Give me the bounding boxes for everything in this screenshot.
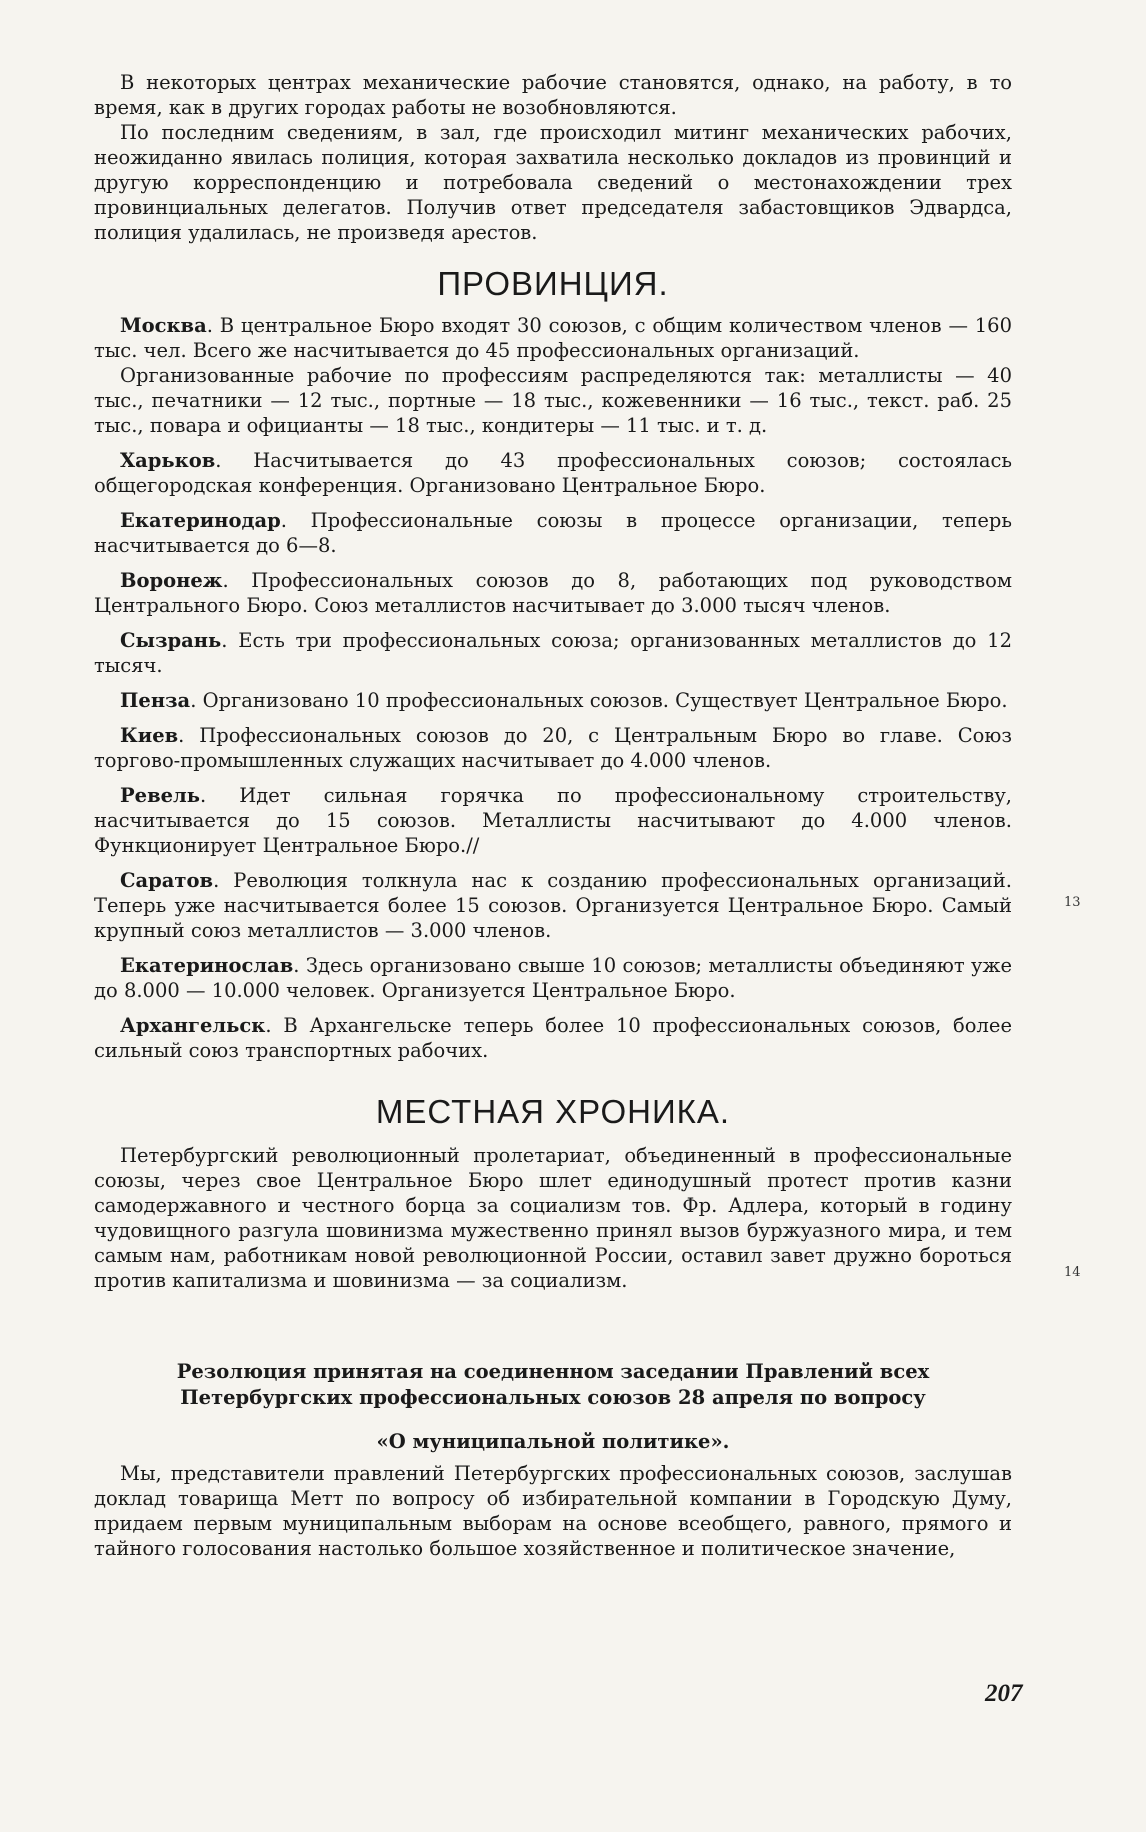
city-name: Екатеринодар	[120, 509, 281, 532]
province-text: . Профессиональных союзов до 20, с Центральным Бюро во главе. Союз торгово-промышленных служащих насчитывает до 4.000 членов.	[94, 724, 1012, 772]
margin-number-14: 14	[1064, 1265, 1081, 1280]
city-name: Харьков	[120, 449, 216, 472]
chronicle-title: МЕСТНАЯ ХРОНИКА.	[375, 1093, 731, 1130]
province-entry	[94, 723, 1012, 773]
city-name: Саратов	[120, 869, 214, 892]
chronicle-paragraph: Петербургский революционный пролетариат, объединенный в профессиональные союзы, через свое Центральное Бюро шлет единодушный протест против казни самодержавного и честного борца за социализм тов. Фр. Адлера, который в годину чудовищного разгула шовинизма мужественно принял вызов буржуазного мира, и тем самым нам, работникам новой революционной России, оставил завет дружно бороться против капитализма и шовинизма — за социализм.	[94, 1144, 1012, 1292]
province-entry	[94, 953, 1012, 1003]
province-text: . В Архангельске теперь более 10 профессиональных союзов, более сильный союз транспортных рабочих.	[94, 1014, 1012, 1062]
province-entry	[94, 508, 1012, 558]
province-text: . Революция толкнула нас к созданию профессиональных организаций. Теперь уже насчитывается более 15 союзов. Организуется Центральное Бюро. Самый крупный союз металлистов — 3.000 членов.	[94, 869, 1012, 942]
city-name: Ревель	[120, 784, 201, 807]
resolution-paragraph: Мы, представители правлений Петербургских профессиональных союзов, заслушав доклад товарища Метт по вопросу об избирательной компании в Городскую Думу, придаем первым муниципальным выборам на основе всеобщего, равного, прямого и тайного голосования настолько большое хозяйственное и политическое значение,	[94, 1462, 1012, 1560]
province-text: . Идет сильная горячка по профессиональному строительству, насчитывается до 15 союзов. Металлисты насчитывают до 4.000 членов. Функционирует Центральное Бюро.//	[94, 784, 1012, 857]
province-entry	[94, 568, 1012, 618]
province-entry	[94, 783, 1012, 858]
provinces-title: ПРОВИНЦИЯ.	[437, 265, 669, 302]
province-text: . Есть три профессиональных союза; организованных металлистов до 12 тысяч.	[94, 629, 1012, 677]
province-entry	[94, 868, 1012, 943]
province-text: . Организовано 10 профессиональных союзов. Существует Центральное Бюро.	[190, 689, 1008, 712]
page-body	[94, 70, 1012, 1561]
province-entry	[94, 363, 1012, 438]
city-name: Воронеж	[120, 569, 223, 592]
intro-paragraph-1: В некоторых центрах механические рабочие становятся, однако, на работу, в то время, как в других городах работы не возобновляются.	[94, 71, 1012, 119]
province-text: . Насчитывается до 43 профессиональных союзов; состоялась общегородская конференция. Организовано Центральное Бюро.	[94, 449, 1012, 497]
province-entry	[94, 448, 1012, 498]
margin-number-13: 13	[1064, 895, 1081, 910]
city-name: Екатеринослав	[120, 954, 294, 977]
city-name: Москва	[120, 314, 207, 337]
city-name: Сызрань	[120, 629, 222, 652]
province-text: . Профессиональных союзов до 8, работающих под руководством Центрального Бюро. Союз металлистов насчитывает до 3.000 тысяч членов.	[94, 569, 1012, 617]
city-name: Киев	[120, 724, 179, 747]
province-text: . В центральное Бюро входят 30 союзов, с общим количеством членов — 160 тыс. чел. Всего же насчитывается до 45 профессиональных организаций.	[94, 314, 1012, 362]
provinces-list	[94, 313, 1012, 1063]
province-text: . Профессиональные союзы в процессе организации, теперь насчитывается до 6—8.	[94, 509, 1012, 557]
city-name: Пенза	[120, 689, 191, 712]
intro-paragraph-2: По последним сведениям, в зал, где происходил митинг механических рабочих, неожиданно явилась полиция, которая захватила несколько докладов из провинций и другую корреспонденцию и потребовала сведений о местонахождении трех провинциальных делегатов. Получив ответ председателя забастовщиков Эдвардса, полиция удалилась, не произведя арестов.	[94, 121, 1012, 244]
resolution-subtitle: «О муниципальной политике».	[376, 1430, 730, 1453]
province-text: Организованные рабочие по профессиям распределяются так: металлисты — 40 тыс., печатники — 12 тыс., портные — 18 тыс., кожевенники — 16 тыс., текст. раб. 25 тыс., повара и официанты — 18 тыс., кондитеры — 11 тыс. и т. д.	[94, 364, 1012, 437]
province-entry	[94, 688, 1012, 713]
resolution-title: Резолюция принятая на соединенном заседании Правлений всех Петербургских профессиональных союзов 28 апреля по вопросу	[176, 1360, 930, 1409]
page-number: 207	[985, 1680, 1023, 1707]
province-entry	[94, 313, 1012, 363]
province-entry	[94, 628, 1012, 678]
province-text: . Здесь организовано свыше 10 союзов; металлисты объединяют уже до 8.000 — 10.000 человек. Организуется Центральное Бюро.	[94, 954, 1012, 1002]
province-entry	[94, 1013, 1012, 1063]
city-name: Архангельск	[120, 1014, 266, 1037]
